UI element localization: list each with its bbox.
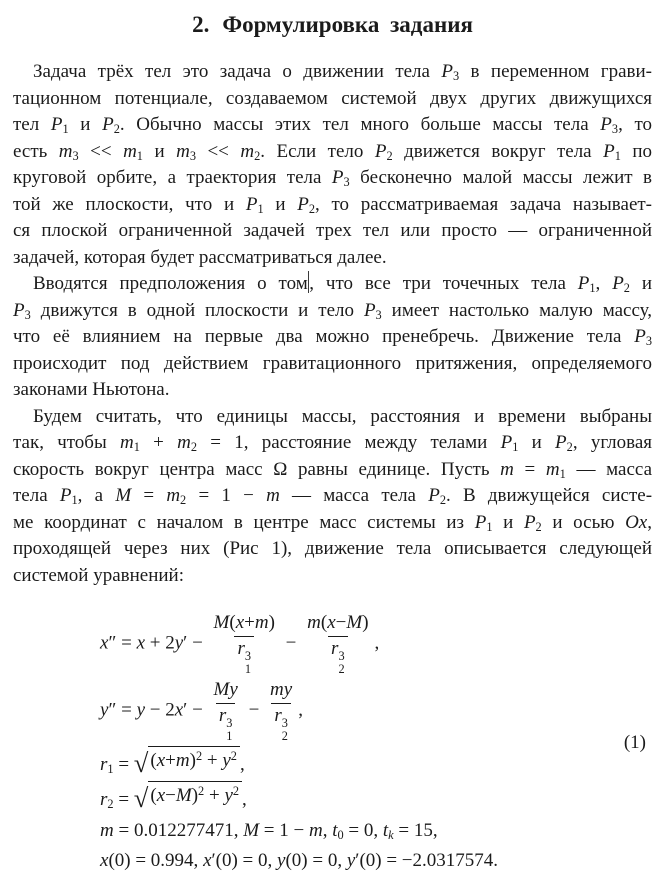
text-line: Будем считать, что единицы массы, расстояния и времени выбраны <box>33 405 652 427</box>
section-title <box>13 12 652 38</box>
section-title-text: Формулировка задания <box>222 12 473 37</box>
equation-line: r2 = √ $(x-M)^2 + y^2$ , <box>100 783 247 814</box>
text-cursor <box>308 271 310 293</box>
radical-sign: √ <box>133 783 149 814</box>
text-line: проходящей через них (Рис 1), движение тела описывается следующей <box>13 538 652 559</box>
inline-math: P2 <box>523 511 542 534</box>
fraction: My r 3 1 <box>213 678 238 743</box>
inline-math: P3 <box>634 326 652 349</box>
radical-sign: √ <box>133 747 149 778</box>
text-line: тел P1 и P2. Обычно массы этих тел много больше массы тела P3, то <box>13 114 653 137</box>
equation-line: r1 = √ $(x+m)^2 + y^2$ , <box>100 747 245 778</box>
paragraph <box>13 59 652 271</box>
inline-math: P2 <box>102 114 120 137</box>
fraction: m(x−M) r 3 2 <box>307 612 369 676</box>
inline-math: P1 <box>59 485 78 508</box>
section-number: 2. <box>192 12 210 37</box>
text-line: системой уравнений: <box>13 564 184 586</box>
text-line: скорость вокруг центра масс Ω равны единице. Пусть m = m1 — масса <box>13 458 652 481</box>
inline-math: P1 <box>50 114 69 137</box>
equation-block <box>13 609 652 878</box>
inline-math: P1 <box>245 193 264 216</box>
equation-line: m = 0.012277471, M = 1 − m, t0 = 0, tk = 15, <box>100 819 438 842</box>
paragraph <box>13 404 652 590</box>
square-root: √ $(x+m)^2 + y^2$ <box>134 746 240 775</box>
inline-math: P1 <box>603 140 621 163</box>
text-line: Вводятся предположения о том, что все три точечных тела P1, P2 и <box>33 273 653 296</box>
equation-line: x″ = x + 2y′ − M(x+m) r 3 1 − m(x−M) r 3 2 , <box>100 612 380 676</box>
inline-math: Ox <box>625 511 648 533</box>
inline-math: m3 << m2 <box>176 140 261 163</box>
inline-math: P3 <box>13 299 31 322</box>
text-line: Задача трёх тел это задача о движении тела P3 в переменном грави- <box>33 61 652 84</box>
inline-math: P2 <box>428 485 446 508</box>
text-line: происходит под действием гравитационного притяжения, определяемого <box>13 352 652 374</box>
body-text <box>13 59 652 589</box>
inline-math: P2 <box>374 140 393 163</box>
equation-line: y″ = y − 2x′ − My r 3 1 − my r 3 2 , <box>100 678 303 743</box>
equation-line: x(0) = 0.994, x′(0) = 0, y(0) = 0, y′(0) = −2.0317574. <box>100 850 499 872</box>
text-line: P3 движутся в одной плоскости и тело P3 имеет настолько малую массу, <box>13 299 652 322</box>
text-line: законами Ньютона. <box>13 379 170 400</box>
inline-math: m1 + m2 = 1 <box>120 432 244 455</box>
inline-math: P3 <box>600 114 619 137</box>
inline-math: m3 << m1 <box>58 140 143 163</box>
text-line: что её влиянием на первые два можно пренебречь. Движение тела P3 <box>13 326 652 349</box>
equations <box>13 609 498 878</box>
inline-math: P3 <box>441 61 460 84</box>
text-line: ся плоской ограниченной задачей трех тел или просто — ограниченной <box>13 220 652 241</box>
text-line: тационном потенциале, создаваемом системой двух других движущихся <box>13 87 652 109</box>
inline-math: P1 <box>577 273 596 296</box>
text-line: ме координат с началом в центре масс системы из P1 и P2 и осью Ox, <box>13 511 652 534</box>
inline-math: M = m2 = 1 − m <box>115 485 280 508</box>
inline-math: m = m1 <box>500 458 566 481</box>
inline-math: P2 <box>612 273 630 296</box>
square-root: √ $(x-M)^2 + y^2$ <box>134 781 242 810</box>
inline-math: P1 <box>474 511 493 534</box>
inline-math: P3 <box>331 167 350 190</box>
text-line: так, чтобы m1 + m2 = 1, расстояние между телами P1 и P2, угловая <box>13 432 653 455</box>
text-line: той же плоскости, что и P1 и P2, то рассматриваемая задача называет- <box>13 193 653 216</box>
inline-math: P1 <box>500 432 519 455</box>
inline-math: P2 <box>555 432 573 455</box>
fraction: my r 3 2 <box>270 678 293 743</box>
inline-math: P3 <box>363 299 382 322</box>
text-line: круговой орбите, а траектория тела P3 бесконечно малой массы лежит в <box>13 167 652 190</box>
inline-math: P2 <box>297 193 315 216</box>
text-line: тела P1, а M = m2 = 1 − m — масса тела P2. В движущейся систе- <box>13 485 653 508</box>
text-line: задачей, которая будет рассматриваться далее. <box>13 246 387 268</box>
paragraph <box>13 271 652 404</box>
text-line: есть m3 << m1 и m3 << m2. Если тело P2 движется вокруг тела P1 по <box>13 140 652 163</box>
fraction: M(x+m) r 3 1 <box>213 612 275 676</box>
equation-number: (1) <box>623 732 646 754</box>
